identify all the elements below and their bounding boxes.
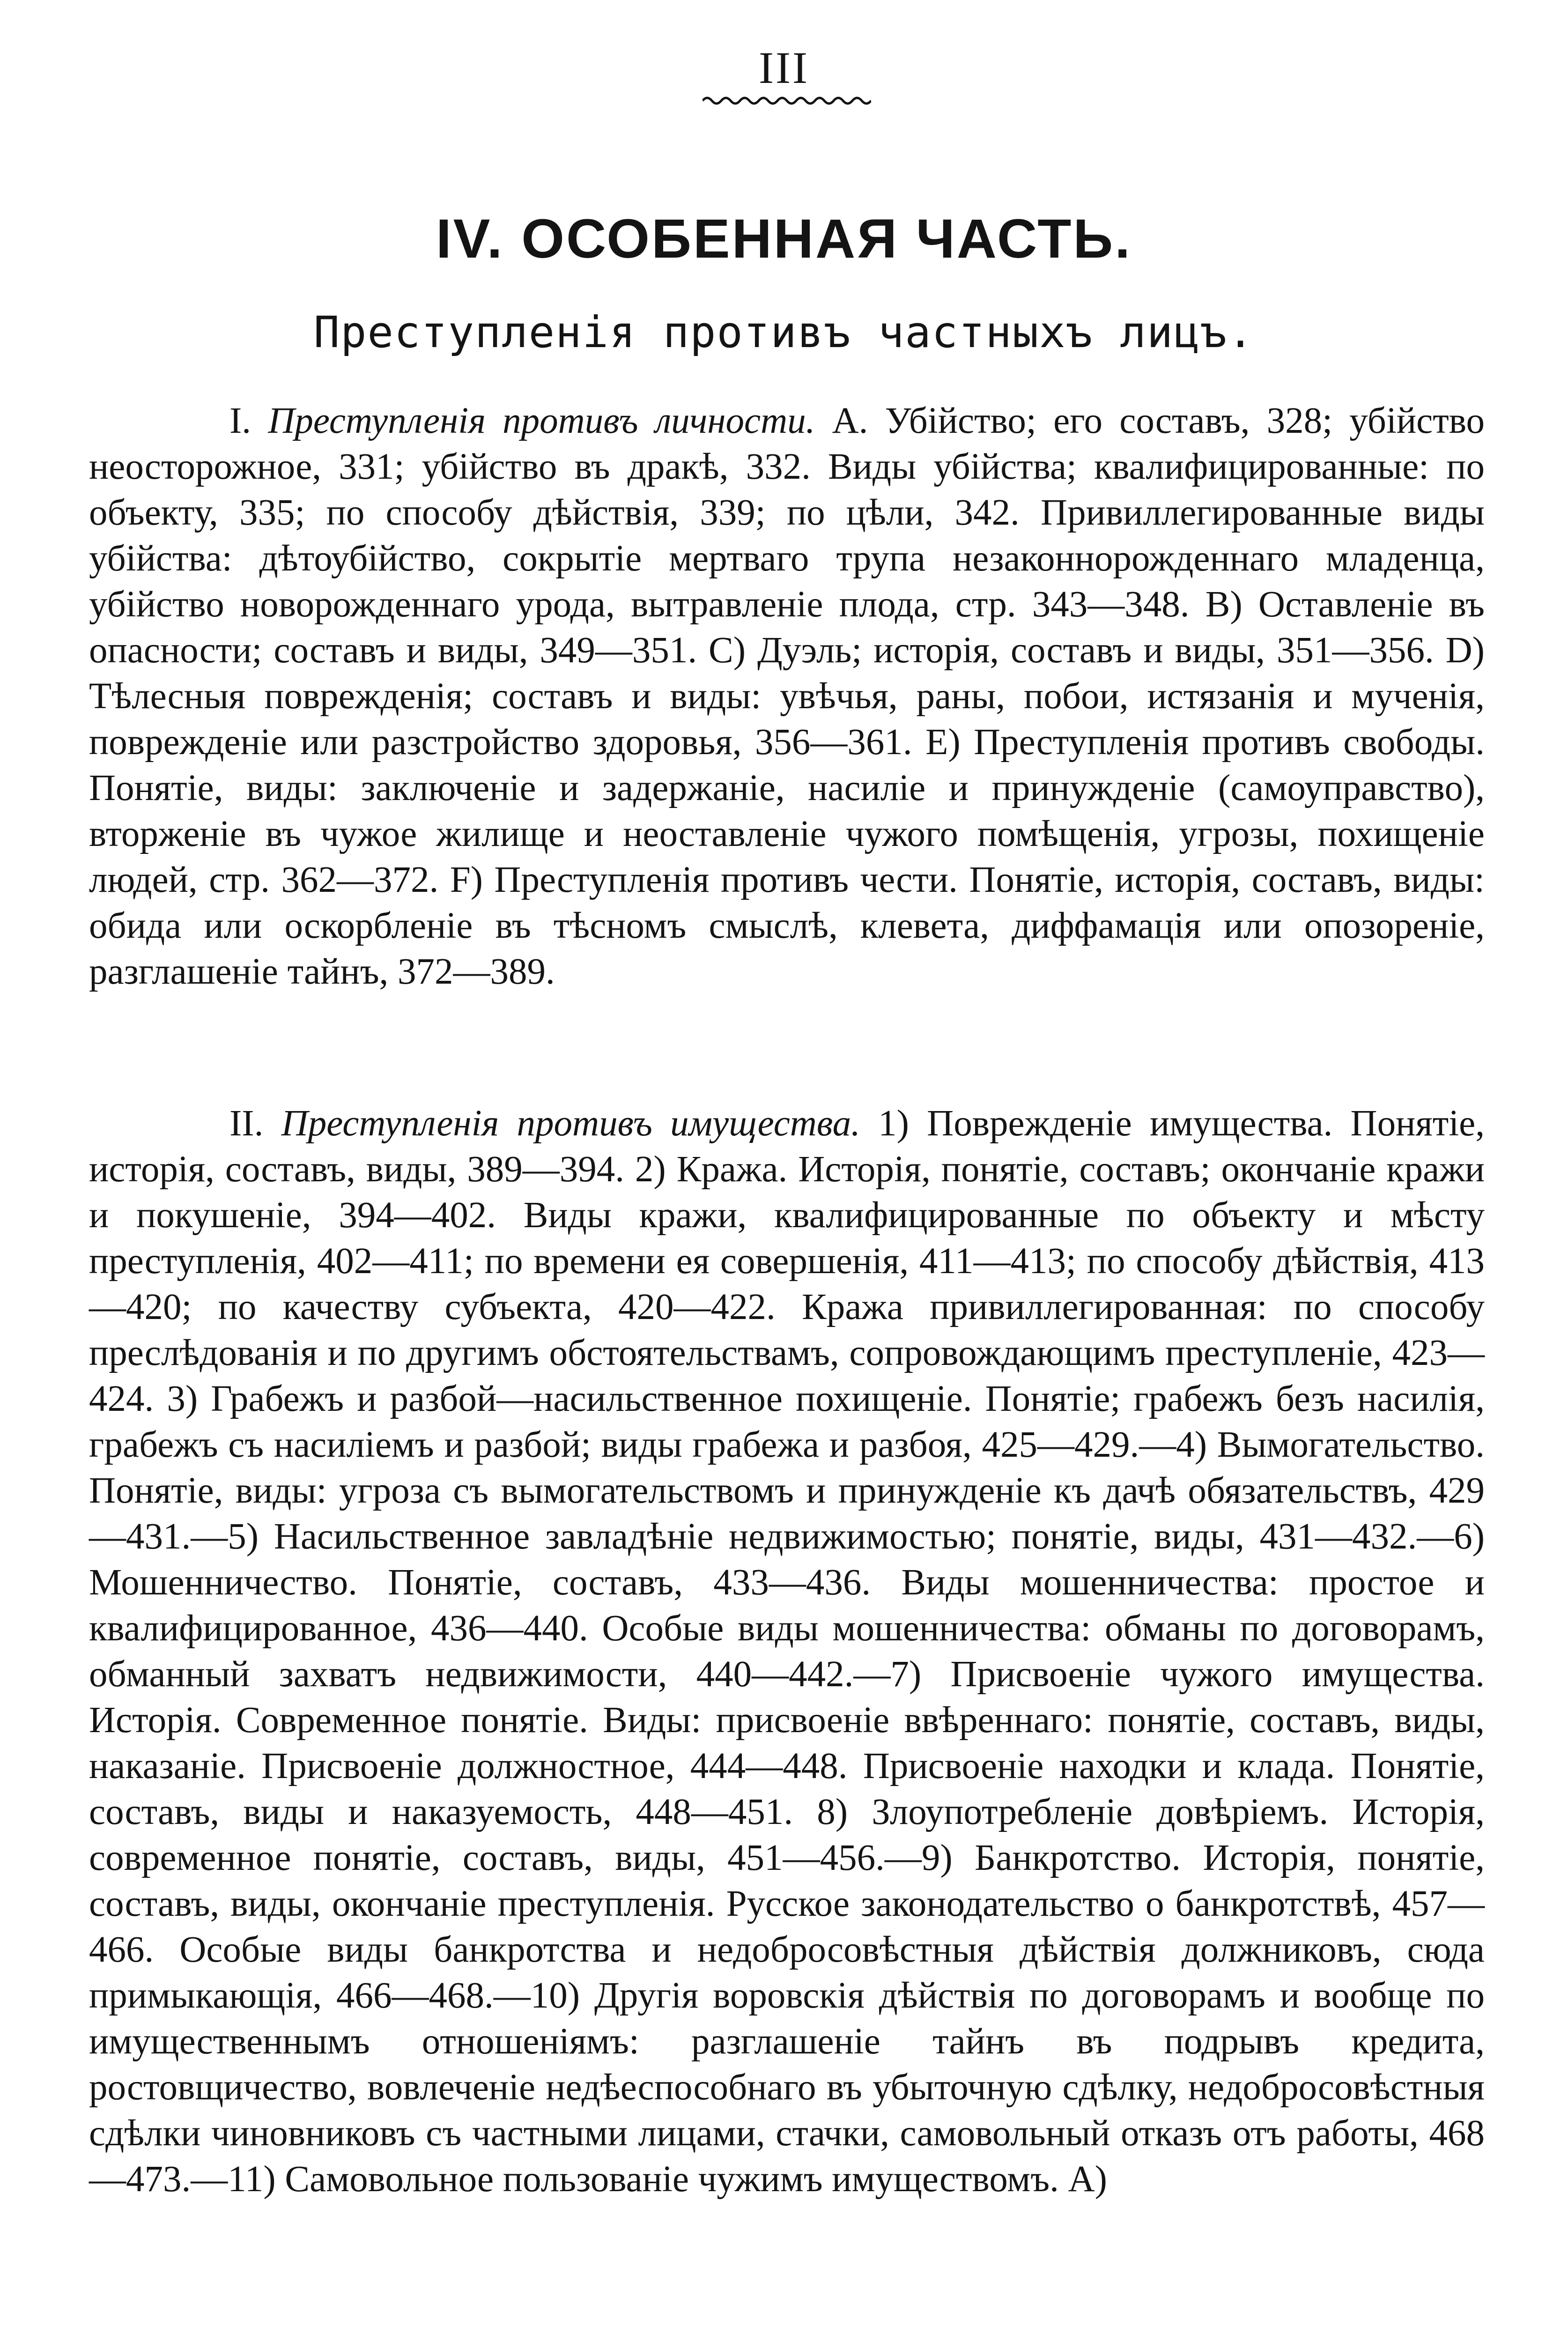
part-subtitle: Преступленія противъ частныхъ лицъ.: [313, 307, 1255, 357]
page-number: III: [759, 43, 809, 93]
section-heading: Преступленія противъ имущества.: [281, 1103, 860, 1144]
section-crimes-against-property: [89, 1101, 1485, 2202]
section-text: А. Убійство; его составъ, 328; убійство неосторожное, 331; убійство въ дракѣ, 332. Виды убійства; квалифицированные: по объекту, 335; по способу дѣйствія, 339; по цѣли, 342. Привиллегированные виды убійства: дѣтоубійство, сокрытіе мертваго трупа незаконнорожденнаго младенца, убійство новорожденнаго урода, вытравленіе плода, стр. 343—348. В) Оставленіе въ опасности; составъ и виды, 349—351. С) Дуэль; исторія, составъ и виды, 351—356. D) Тѣлесныя поврежденія; составъ и виды: увѣчья, раны, побои, истязанія и мученія, поврежденіе или разстройство здоровья, 356—361. Е) Преступленія противъ свободы. Понятіе, виды: заключеніе и задержаніе, насиліе и принужденіе (самоуправство), вторженіе въ чужое жилище и неоставленіе чужого помѣщенія, угрозы, похищеніе людей, стр. 362—372. F) Преступленія противъ чести. Понятіе, исторія, составъ, виды: обида или оскорбленіе въ тѣсномъ смыслѣ, клевета, диффамація или опозореніе, разглашеніе тайнъ, 372—389.: [89, 400, 1485, 992]
section-numeral: II.: [229, 1103, 264, 1144]
section-text: 1) Поврежденіе имущества. Понятіе, исторія, составъ, виды, 389—394. 2) Кража. Исторія, понятіе, составъ; окончаніе кражи и покушеніе, 394—402. Виды кражи, квалифицированные по объекту и мѣсту преступленія, 402—411; по времени ея совершенія, 411—413; по способу дѣйствія, 413—420; по качеству субъекта, 420—422. Кража привиллегированная: по способу преслѣдованія и по другимъ обстоятельствамъ, сопровождающимъ преступленіе, 423—424. 3) Грабежъ и разбой—насильственное похищеніе. Понятіе; грабежъ безъ насилія, грабежъ съ насиліемъ и разбой; виды грабежа и разбоя, 425—429.—4) Вымогательство. Понятіе, виды: угроза съ вымогательствомъ и принужденіе къ дачѣ обязательствъ, 429—431.—5) Насильственное завладѣніе недвижимостью; понятіе, виды, 431—432.—6) Мошенничество. Понятіе, составъ, 433—436. Виды мошенничества: простое и квалифицированное, 436—440. Особые виды мошенничества: обманы по договорамъ, обманный захватъ недвижимости, 440—442.—7) Присвоеніе чужого имущества. Исторія. Современное понятіе. Виды: присвоеніе ввѣреннаго: понятіе, составъ, виды, наказаніе. Присвоеніе должностное, 444—448. Присвоеніе находки и клада. Понятіе, составъ, виды и наказуемость, 448—451. 8) Злоупотребленіе довѣріемъ. Исторія, современное понятіе, составъ, виды, 451—456.—9) Банкротство. Исторія, понятіе, составъ, виды, окончаніе преступленія. Русское законодательство о банкротствѣ, 457—466. Особые виды банкротства и недобросовѣстныя дѣйствія должниковъ, сюда примыкающія, 466—468.—10) Другія воровскія дѣйствія по договорамъ и вообще по имущественнымъ отношеніямъ: разглашеніе тайнъ въ подрывъ кредита, ростовщичество, вовлеченіе недѣеспособнаго въ убыточную сдѣлку, недобросовѣстныя сдѣлки чиновниковъ съ частными лицами, стачки, самовольный отказъ отъ работы, 468—473.—11) Самовольное пользованіе чужимъ имуществомъ. А): [89, 1103, 1485, 2200]
section-crimes-against-person: [89, 398, 1485, 995]
wavy-rule-ornament: [703, 94, 871, 108]
section-heading: Преступленія противъ личности.: [268, 400, 815, 441]
section-numeral: I.: [229, 400, 251, 441]
part-title: IV. ОСОБЕННАЯ ЧАСТЬ.: [436, 208, 1132, 270]
